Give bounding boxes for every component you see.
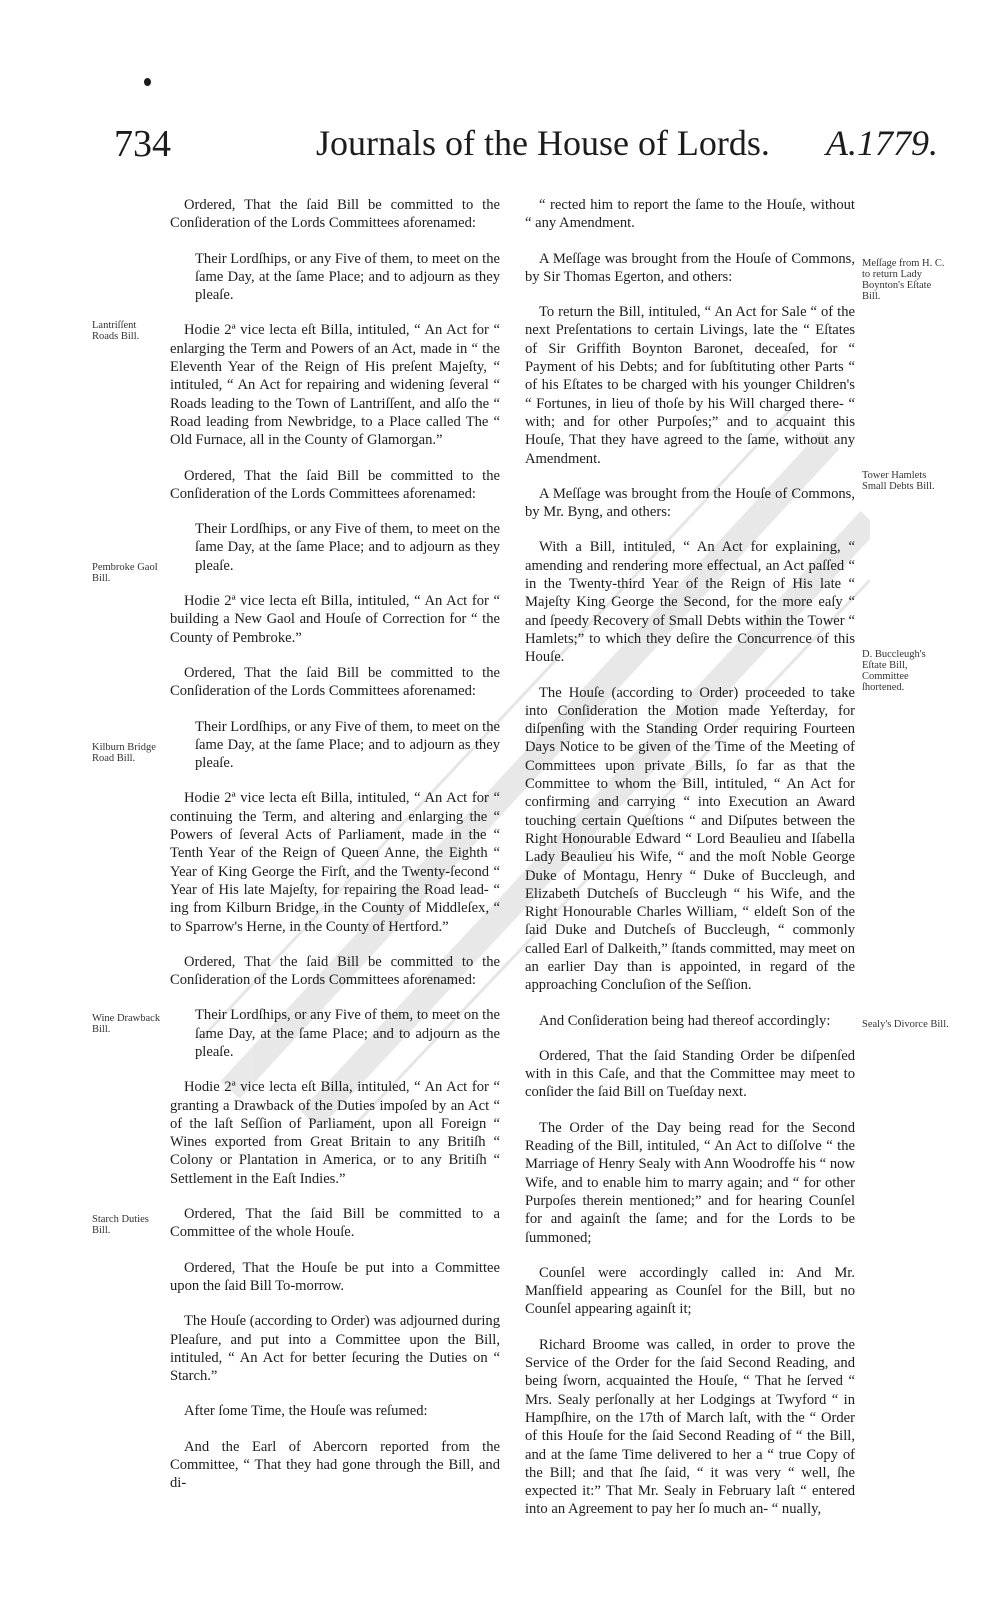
paragraph: With a Bill, intituled, “ An Act for explaining, “ amending and rendering more effectual, an Act paſſed “ in the Twenty-third Year of the Reign of His late “ Majeſty King George the Second, for the more eaſy “ and ſpeedy Recovery of Small Debts within the Tower “ Hamlets;” to which they deſire the Concurrence of this Houſe. — [525, 539, 855, 666]
paragraph: Ordered, That the ſaid Bill be committed to the Conſideration of the Lords Committees aforenamed: — [170, 664, 500, 700]
paragraph: Hodie 2ª vice lecta eſt Billa, intituled, “ An Act for “ granting a Drawback of the Duties impoſed by an Act “ of the laſt Seſſion of Parliament, upon all Foreign “ Wines exported from Great Britain to any Britiſh “ Colony or Plantation in America, or to any Britiſh “ Settlement in the Eaſt Indies.” — [170, 1079, 500, 1187]
paragraph: Their Lordſhips, or any Five of them, to meet on the ſame Day, at the ſame Place; and to adjourn as the pleaſe. — [195, 1007, 500, 1060]
paragraph: And Conſideration being had thereof accordingly: — [539, 1012, 831, 1029]
paragraph: And the Earl of Abercorn reported from the Committee, “ That they had gone through the Bill, and di- — [170, 1438, 500, 1492]
paragraph: After ſome Time, the Houſe was reſumed: — [184, 1403, 428, 1420]
paragraph: Their Lordſhips, or any Five of them, to meet on the ſame Day, at the ſame Place; and to adjourn as they pleaſe. — [195, 718, 500, 772]
year-label: A.1779. — [826, 123, 938, 163]
paragraph: Ordered, That the ſaid Bill be committed to the Conſideration of the Lords Committees aforenamed: — [170, 953, 500, 989]
running-title: Journals of the House of Lords. — [316, 123, 770, 163]
margin-note-starch: Starch Duties Bill. — [92, 1214, 149, 1236]
paragraph: Hodie 2ª vice lecta eſt Billa, intituled, “ An Act for “ building a New Gaol and Houſe of Correction for “ the County of Pembroke.” — [170, 593, 500, 646]
paragraph: To return the Bill, intituled, “ An Act for Sale “ of the next Preſentations to certain Livings, late the “ Eſtates of Sir Griffith Boynton Baronet, deceaſed, for “ Payment of his Debts; and for ſubſtituting other Parts “ of his Eſtates to be charged with his younger Children's “ Fortunes, in lieu of thoſe by his Will charged there- “ with; and for other Purpoſes;” and to acquaint this Houſe, That they have agreed to the ſame, without any Amendment. — [525, 304, 855, 467]
paragraph: Counſel were accordingly called in: And Mr. Manſfield appearing as Counſel for the Bill, but no Counſel appearing againſt it; — [525, 1264, 855, 1318]
paragraph: A Meſſage was brought from the Houſe of Commons, by Mr. Byng, and others: — [525, 485, 855, 521]
paragraph: Ordered, That the Houſe be put into a Committee upon the ſaid Bill To-morrow. — [170, 1259, 500, 1294]
paragraph: The Order of the Day being read for the Second Reading of the Bill, intituled, “ An Act to diſſolve “ the Marriage of Henry Sealy with Ann Woodroffe his “ now Wife, and to enable him to marry again; and “ for other Purpoſes therein mentioned;” and for hearing Counſel for and againſt the ſame; and for the Lords to be ſummoned; — [525, 1119, 855, 1246]
margin-note-tower-hamlets: Tower Hamlets Small Debts Bill. — [862, 470, 935, 492]
paragraph: “ rected him to report the ſame to the Houſe, without “ any Amendment. — [525, 197, 855, 232]
margin-note-lantrissent: Lantriſſent Roads Bill. — [92, 320, 140, 342]
paragraph: The Houſe (according to Order) proceeded to take into Conſideration the Motion made Yeſterday, for diſpenſing with the Standing Order requiring Fourteen Days Notice to be given of the Time of the Meeting of Committees upon private Bills, ſo far as that the Committee to whom the Bill, intituled, “ An Act for confirming and carrying “ into Execution an Award touching certain Queſtions “ and Diſputes between the Right Honourable Edward “ Lord Beaulieu and Iſabella Lady Beaulieu his Wife, “ and the moſt Noble George Duke of Montagu, Henry “ Duke of Buccleugh, and Elizabeth Dutcheſs of Buccleugh “ his Wife, and the Right Honourable Charles William, “ eldeſt Son of the ſaid Duke and Dutcheſs of Buccleugh, “ commonly called Earl of Dalkeith,” ſtands committed, may meet on an earlier Day than is appointed, in regard of the approaching Concluſion of the Seſſion. — [525, 684, 855, 994]
paragraph: Their Lordſhips, or any Five of them, to meet on the ſame Day, at the ſame Place; and to adjourn as they pleaſe. — [195, 521, 500, 574]
margin-note-wine: Wine Drawback Bill. — [92, 1013, 161, 1035]
paragraph: Ordered, That the ſaid Standing Order be diſpenſed with in this Caſe, and that the Committee may meet to conſider the ſaid Bill on Tueſday next. — [525, 1047, 855, 1101]
left-column — [170, 196, 500, 1510]
paragraph: Ordered, That the ſaid Bill be committed to the Conſideration of the Lords Committees aforenamed: — [170, 197, 500, 232]
margin-note-kilburn: Kilburn Bridge Road Bill. — [92, 742, 156, 764]
page-number: 734 — [114, 123, 171, 165]
margin-note-buccleugh: D. Buccleugh's Eſtate Bill, Committee ſhortened. — [862, 649, 926, 693]
paragraph: Hodie 2ª vice lecta eſt Billa, intituled, “ An Act for “ enlarging the Term and Powers of an Act, made in “ the Eleventh Year of the Reign of His preſent Majeſty, “ intituled, “ An Act for repairing and widening ſeveral “ Roads leading to the Town of Lantriſſent, and alſo the “ Road leading from Newbridge, to a Place called The “ Old Furnace, all in the County of Glamorgan.” — [170, 322, 500, 449]
paragraph: Richard Broome was called, in order to prove the Service of the Order for the ſaid Second Reading, and being ſworn, acquainted the Houſe, “ That he ſerved “ Mrs. Sealy perſonally at her Lodgings at Twyford “ in Hampſhire, on the 17th of March laſt, with the “ Order of this Houſe for the ſaid Second Reading of “ the Bill, and at the ſame Time delivered to her a “ true Copy of the Bill; and that ſhe ſaid, “ it was very “ well, ſhe expected it:” That Mr. Sealy in February laſt “ entered into an Agreement to pay her ſo much an- “ nually, — [525, 1336, 855, 1518]
margin-note-sealy: Sealy's Divorce Bill. — [862, 1019, 949, 1030]
page-header — [114, 122, 974, 182]
margin-note-pembroke: Pembroke Gaol Bill. — [92, 562, 158, 584]
paragraph: Ordered, That the ſaid Bill be committed to the Conſideration of the Lords Committees aforenamed: — [170, 467, 500, 502]
right-column — [525, 196, 855, 1536]
paragraph: Hodie 2ª vice lecta eſt Billa, intituled, “ An Act for “ continuing the Term, and altering and enlarging the “ Powers of ſeveral Acts of Parliament, made in the “ Tenth Year of the Reign of Queen Anne, the Eighth “ Year of King George the Firſt, and the Twenty-ſecond “ Year of His late Majeſty, for repairing the Road lead- “ ing from Kilburn Bridge, in the County of Middleſex, “ to Sparrow's Herne, in the County of Hertford.” — [170, 790, 500, 935]
paragraph: Their Lordſhips, or any Five of them, to meet on the ſame Day, at the ſame Place; and to adjourn as they pleaſe. — [195, 250, 500, 304]
margin-note-boynton: Meſſage from H. C. to return Lady Boynton's Eſtate Bill. — [862, 258, 945, 302]
ink-dot — [144, 78, 151, 86]
paragraph: Ordered, That the ſaid Bill be committed to a Committee of the whole Houſe. — [170, 1206, 500, 1241]
paragraph: A Meſſage was brought from the Houſe of Commons, by Sir Thomas Egerton, and others: — [525, 250, 855, 285]
paragraph: The Houſe (according to Order) was adjourned during Pleaſure, and put into a Committee upon the Bill, intituled, “ An Act for better ſecuring the Duties on “ Starch.” — [170, 1313, 500, 1385]
